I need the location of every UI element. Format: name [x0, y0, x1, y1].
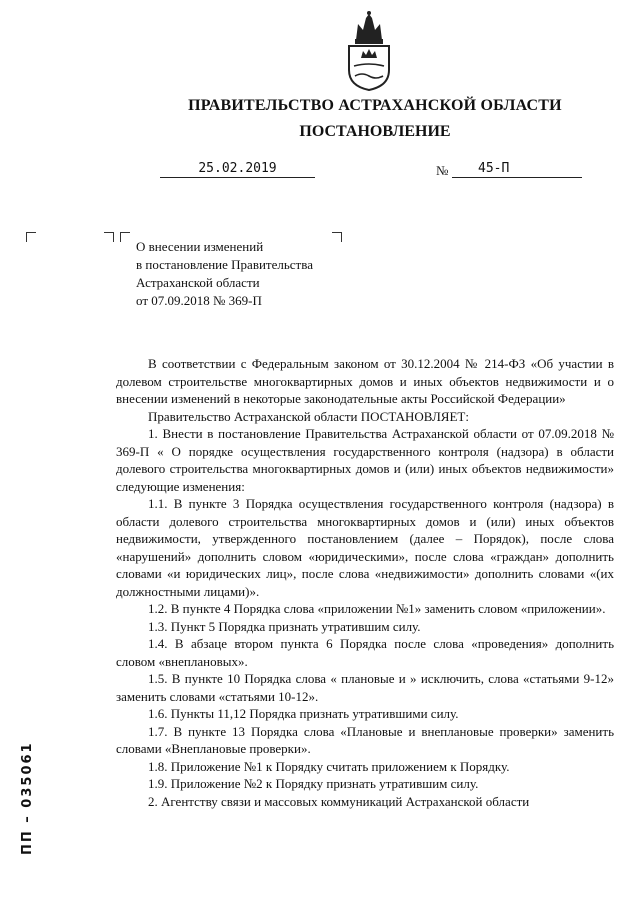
form-serial-number: ПП – 035061	[20, 741, 35, 855]
document-body	[116, 355, 614, 810]
subject-line: в постановление Правительства	[136, 257, 313, 272]
body-paragraph: 1.4. В абзаце втором пункта 6 Порядка после слова «проведения» дополнить словом «внеплановых».	[116, 636, 614, 669]
subject-line: от 07.09.2018 № 369-П	[136, 293, 262, 308]
number-label: №	[436, 163, 449, 178]
body-paragraph: Правительство Астраханской области ПОСТАНОВЛЯЕТ:	[148, 408, 469, 424]
document-subject	[136, 238, 356, 310]
government-title: ПРАВИТЕЛЬСТВО АСТРАХАНСКОЙ ОБЛАСТИ	[188, 97, 562, 114]
document-type: ПОСТАНОВЛЕНИЕ	[299, 123, 451, 140]
body-paragraph: 1.5. В пункте 10 Порядка слова « плановые и » исключить, слова «статьями 9-12» заменить словами «статьями 10-12».	[116, 671, 614, 704]
corner-mark	[26, 232, 36, 242]
body-paragraph: В соответствии с Федеральным законом от 30.12.2004 № 214-ФЗ «Об участии в долевом строительстве многоквартирных домов и иных объектов недвижимости и о внесении изменений в некоторые законодательные акты Российской Федерации»	[116, 356, 614, 406]
body-paragraph: 1.6. Пункты 11,12 Порядка признать утратившими силу.	[148, 706, 459, 721]
body-paragraph: 1.1. В пункте 3 Порядка осуществления государственного контроля (надзора) в области долевого строительства многоквартирных домов и (или) иных объектов недвижимости, утвержденного постановлением (далее – Порядок), после слова «нарушений» дополнить словом «юридическими», после слова «граждан» дополнить словами «и юридических лиц», после слова «недвижимости» дополнить словами «(их должностными лицами)».	[116, 496, 614, 599]
body-paragraph: 1.9. Приложение №2 к Порядку признать утратившим силу.	[148, 776, 479, 791]
body-paragraph: 1. Внести в постановление Правительства Астраханской области от 07.09.2018 № 369-П « О порядке осуществления государственного контроля (надзора) в области долевого строительства многоквартирных домов и (или) иных объектов недвижимости» следующие изменения:	[116, 426, 614, 494]
coat-of-arms-emblem	[340, 10, 398, 92]
body-paragraph: 1.2. В пункте 4 Порядка слова «приложении №1» заменить словом «приложении».	[148, 601, 606, 616]
corner-mark	[120, 232, 130, 242]
body-paragraph: 1.3. Пункт 5 Порядка признать утратившим силу.	[148, 618, 421, 634]
document-number: 45-П	[452, 161, 582, 178]
body-paragraph: 1.8. Приложение №1 к Порядку считать приложением к Порядку.	[148, 758, 510, 774]
subject-line: О внесении изменений	[136, 239, 264, 254]
corner-mark	[104, 232, 114, 242]
body-paragraph: 1.7. В пункте 13 Порядка слова «Плановые и внеплановые проверки» заменить словами «Внеплановые проверки».	[116, 723, 614, 756]
document-date: 25.02.2019	[160, 161, 315, 178]
subject-line: Астраханской области	[136, 275, 260, 290]
body-paragraph: 2. Агентству связи и массовых коммуникаций Астраханской области	[148, 793, 530, 809]
